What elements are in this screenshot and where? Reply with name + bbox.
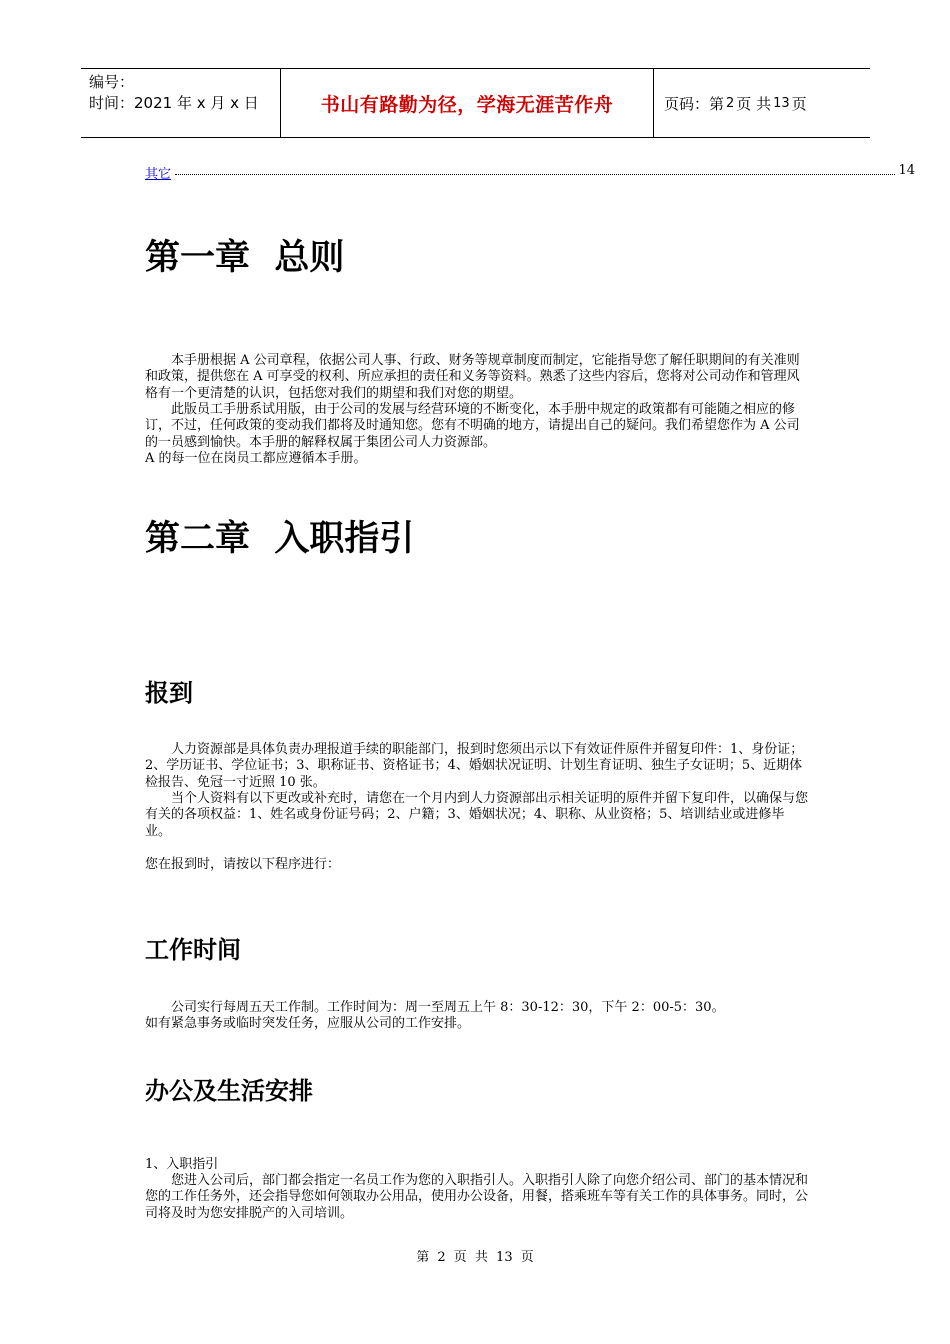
report-paragraph-2: 当个人资料有以下更改或补充时，请您在一个月内到人力资源部出示相关证明的原件并留下复印件，以确保与您有关的各项权益：1、姓名或身份证号码；2、户籍；3、婚姻状况；4、职称、从业资格；5、培训结业或进修毕业。	[145, 791, 809, 839]
chapter-1-title: 第一章 总则	[145, 238, 345, 278]
toc-page-number: 14	[898, 163, 915, 178]
header-motto: 书山有路勤为径，学海无涯苦作舟	[281, 69, 654, 137]
toc-entry	[145, 163, 915, 181]
page-header	[81, 68, 870, 138]
section-title-office: 办公及生活安排	[145, 1077, 313, 1105]
toc-leader-dots	[175, 174, 895, 175]
header-serial: 编号：	[89, 73, 135, 91]
header-page-total: 13	[773, 95, 790, 111]
header-page-current: 2	[726, 95, 735, 111]
toc-link-other[interactable]: 其它	[145, 163, 173, 182]
header-page-label: 页码：第	[664, 94, 725, 113]
worktime-paragraph-1: 公司实行每周五天工作制。工作时间为：周一至周五上午 8：30-12：30，下午 2：00-5：30。	[171, 1000, 725, 1015]
page-footer: 第 2 页 共 13 页	[416, 1250, 534, 1265]
section-title-report: 报到	[145, 679, 193, 707]
header-page-info	[654, 69, 870, 137]
header-page-suffix: 页	[791, 94, 807, 113]
report-paragraph-1: 人力资源部是具体负责办理报道手续的职能部门，报到时您须出示以下有效证件原件并留复印件：1、身份证；2、学历证书、学位证书；3、职称证书、资格证书；4、婚姻状况证明、计划生育证明、独生子女证明；5、近期体检报告、免冠一寸近照 10 张。	[145, 742, 804, 790]
worktime-paragraph-2: 如有紧急事务或临时突发任务，应服从公司的工作安排。	[145, 1016, 471, 1031]
intro-paragraph-3: A 的每一位在岗员工都应遵循本手册。	[145, 451, 367, 466]
intro-paragraph-2: 此版员工手册系试用版，由于公司的发展与经营环境的不断变化，本手册中规定的政策都有可能随之相应的修订，不过，任何政策的变动我们都将及时通知您。您有不明确的地方，请提出自己的疑问。我们希望您作为 A 公司的一员感到愉快。本手册的解释权属于集团公司人力资源部。	[145, 402, 800, 450]
header-date: 时间：2021 年 x 月 x 日	[89, 94, 259, 112]
office-paragraph-1: 您进入公司后，部门都会指定一名员工作为您的入职指引人。入职指引人除了向您介绍公司、部门的基本情况和您的工作任务外，还会指导您如何领取办公用品，使用办公设备，用餐，搭乘班车等有关工作的具体事务。同时，公司将及时为您安排脱产的入司培训。	[145, 1173, 809, 1221]
section-title-worktime: 工作时间	[145, 936, 241, 964]
intro-paragraph-1: 本手册根据 A 公司章程，依据公司人事、行政、财务等规章制度而制定，它能指导您了解任职期间的有关准则和政策，提供您在 A 可享受的权利、所应承担的责任和义务等资料。熟悉了这些内容后，您将对公司动作和管理风格有一个更清楚的认识，包括您对我们的期望和我们对您的期望。	[145, 353, 800, 401]
header-meta	[81, 69, 281, 137]
header-page-mid: 页 共	[736, 94, 772, 113]
report-paragraph-3: 您在报到时，请按以下程序进行：	[145, 857, 341, 872]
office-item-1: 1、入职指引	[145, 1157, 219, 1172]
chapter-2-title: 第二章 入职指引	[145, 519, 415, 559]
